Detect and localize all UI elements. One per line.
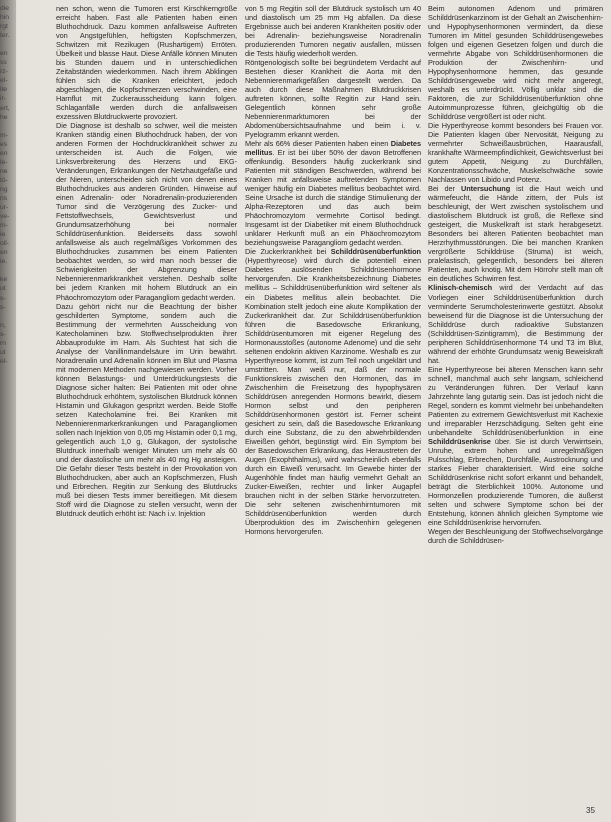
- margin-fragment: [0, 493, 22, 502]
- margin-fragment: [0, 312, 22, 321]
- margin-fragment: [0, 556, 22, 565]
- margin-fragment: [0, 646, 22, 655]
- paragraph: Mehr als 66% dieser Patienten haben einen Diabetes mellitus. Er ist bei über 50% der davon Betroffenen offenkundig. Besonders häufig zuckerkrank sind Patienten mit ständigen Beschwerden, während bei Kranken mit anfallsweise auftretenden Symptomen weniger häufig ein Diabetes mellitus beobachtet wird. Seine Ursache ist durch die ständige Stimulierung der Alpha-Rezeptoren und das auch beim Phäochromozytom vermehrte Cortisol bedingt. Insgesamt ist der Diabetiker mit einem Bluthochdruck unklarer Herkunft muß an ein Phäochromozytom beziehungsweise Paragangliom gedacht werden.: [245, 139, 421, 248]
- paragraph: Wegen der Beschleunigung der Stoffwechselvorgänge durch die Schilddrüsen-: [428, 526, 603, 545]
- paragraph: Klinisch-chemisch wird der Verdacht auf das Vorliegen einer Schilddrüsenüberfunktion durch verminderte Serumcholesterinwerte gestützt. Absolut beweisend für die Diagnose ist die Untersuchung der Schilddrüse durch radioaktive Substanzen (Schilddrüsen-Szintigramm), die Bestimmung der peripheren Schilddrüsenhormone T4 und T3 im Blut, während der erhöhte Grundumsatz wenig Beweiskraft hat.: [428, 283, 603, 365]
- margin-fragment: he: [0, 113, 8, 121]
- margin-fragment: rz-: [0, 68, 8, 76]
- margin-fragment: n,: [0, 321, 6, 329]
- margin-fragment: s-: [0, 330, 6, 338]
- bold-term: Schilddrüsenüberfunktion: [330, 247, 421, 257]
- bold-term: Diabetes mellitus: [245, 139, 421, 158]
- margin-fragment: [0, 122, 22, 131]
- margin-fragment: [0, 637, 22, 646]
- paragraph: Die Zuckerkrankheit bei Schilddrüsenüberfunktion (Hyperthyreose) wird durch die potentiell einen Diabetes auslösenden Schilddrüsenhormone hervorgerufen. Die Krankheitsbezeichnung Diabetes mellitus – Schilddrüsenüberfunktion wird seltener als ein Diabetes mellitus allein beobachtet. Die Kombination stellt jedoch eine akute Komplikation der Zuckerkrankheit dar. Zur Schilddrüsenüberfunktion führen die Basedowsche Erkrankung, Schilddrüsentumoren mit eigener Regelung des Hormonausstoßes (autonome Adenome) und die sehr seltenen endokrin aktiven Karzinome. Weshalb es zur Hyperthyreose kommt, ist zum Teil noch ungeklärt und umstritten. Man weiß nur, daß der normale Funktionskreis zwischen den Hormonen, das im Zwischenhirn die Freisetzung des hypophysären Schilddrüsen anregenden Hormons bewirkt, diesem Hormon selbst und den peripheren Schilddrüsenhormonen gestört ist. Ferner scheint gesichert zu sein, daß die Basedowsche Erkrankung durch eine Substanz, die zu den abwehrbildenden Eiweißen gehört, begünstigt wird. Ein Symptom bei der Basedowschen Erkrankung, das Heraustreten der Augen (Exophthalmus), wird wahrscheinlich ebenfalls durch ein Eiweiß verursacht. Im Gewebe hinter der Augenhöhle findet man häufig vermehrt Gehalt an Zucker-Eiweißen, rechter und linker Augapfel brauchen nicht in der selben Stärke hervorzutreten. Die sehr seltenen zwischenhirntumoren mit Schilddrüsenüberfunktion werden durch Überproduktion des im Zwischenhirn gelegenen Hormons hervorgerufen.: [245, 247, 421, 536]
- margin-fragment: [0, 565, 22, 574]
- margin-fragment: el-: [0, 77, 8, 85]
- margin-fragment: s-: [0, 303, 6, 311]
- margin-fragment: m-: [0, 222, 8, 230]
- margin-fragment: rgt: [0, 23, 8, 31]
- margin-fragment: en: [0, 149, 8, 157]
- bold-term: Untersuchung: [460, 184, 511, 194]
- margin-fragment: ie.: [0, 258, 8, 266]
- margin-fragment: ur-: [0, 204, 9, 212]
- margin-fragment: [0, 592, 22, 601]
- margin-fragment: [0, 538, 22, 547]
- margin-fragment: [0, 411, 22, 420]
- paragraph: Eine Hyperthyreose bei älteren Menschen kann sehr schnell, manchmal auch sehr langsam, schleichend zu Veränderungen führen. Der Verlauf kann Jahrzehnte lang gutartig sein. Das ist jedoch nicht die Regel, sondern es kommt vielmehr bei unbehandelten Patienten zu extremem Gewichtsverlust mit Kachexie und irreparabler Herzschädigung. Selten geht eine unbehandelte Schilddrüsenüberfunktion in eine Schilddrüsenkrise über. Sie ist durch Verwirrtsein, Unruhe, extrem hohen und unregelmäßigen Pulsschlag, Erbrechen, Durchfälle, Austrocknung und starkes Fieber charakterisiert. Wird eine solche Schilddrüsenkrise nicht sofort erkannt und behandelt, beträgt die Sterblichkeit 100%. Autonome und Hormonzellen produzierende Tumoren, die äußerst selten und schwere Symptome schon bei der Entstehung, können ähnlich gleichen Symptome wie eine Schilddrüsenkrise hervorrufen.: [428, 364, 603, 527]
- text-column-1: [56, 4, 237, 810]
- margin-fragment: en: [0, 50, 8, 58]
- margin-fragment: ert,: [0, 104, 10, 112]
- margin-fragment: [0, 601, 22, 610]
- margin-fragment: [0, 456, 22, 465]
- margin-fragment: [0, 40, 22, 49]
- margin-fragment: tö-: [0, 176, 8, 184]
- margin-fragment: [0, 447, 22, 456]
- margin-fragment: [0, 402, 22, 411]
- margin-fragment: [0, 393, 22, 402]
- margin-fragment: [0, 429, 22, 438]
- margin-fragment: [0, 655, 22, 664]
- margin-fragment: ut: [0, 348, 6, 356]
- margin-fragment: en: [0, 249, 8, 257]
- margin-fragment: [0, 366, 22, 375]
- margin-fragment: le-: [0, 158, 8, 166]
- margin-fragment: [0, 610, 22, 619]
- margin-fragment: ve-: [0, 213, 10, 221]
- paragraph: Die Hyperthyreose kommt besonders bei Frauen vor. Die Patienten klagen über Nervosität, Neigung zu vermehrter Schweißausbrüchen, Haarausfall, krankhafte Wärmeempfindlichkeit, Gewichtsverlust bei gutem Appetit, Neigung zu Durchfällen, Konzentrationsschwäche, Muskelschwäche sowie Nachlassen von Libido und Potenz.: [428, 121, 603, 185]
- margin-fragment: [0, 664, 22, 673]
- margin-fragment: [0, 465, 22, 474]
- margin-fragment: [0, 547, 22, 556]
- margin-fragment: oll-: [0, 240, 9, 248]
- paragraph: von 5 mg Regitin soll der Blutdruck systolisch um 40 und diastolisch um 25 mm Hg abfallen. Da diese Ergebnisse auch bei anderen Krankheiten positiv oder bei Adrenalin- beziehungsweise Noradrenalin produzierenden Tumoren negativ ausfallen, müssen die Tests häufig wiederholt werden.: [245, 4, 421, 59]
- margin-fragment: [0, 529, 22, 538]
- text-column-2: [245, 4, 421, 810]
- margin-fragment: ng: [0, 185, 8, 193]
- margin-fragment: ns: [0, 194, 8, 202]
- margin-fragment: [0, 420, 22, 429]
- margin-fragment: ie: [0, 231, 6, 239]
- margin-fragment: m-: [0, 131, 8, 139]
- left-margin-fragments: [0, 4, 22, 810]
- margin-fragment: el-: [0, 357, 8, 365]
- paragraph: Röntgenologisch sollte bei begründetem Verdacht auf Bestehen dieser Krankheit die Aorta mit den Nebennierenmarkgefäßen dargestellt werden. Da auch durch diese Maßnahmen Blutdruckkrisen auftreten können, sollte Regitin zur Hand sein. Gelegentlich können sehr große Nebennierenmarktumoren bei der Abdomenübersichtsaufnahme und beim i. v. Pyelogramm erkannt werden.: [245, 58, 421, 140]
- margin-fragment: rn: [0, 339, 6, 347]
- margin-fragment: [0, 474, 22, 483]
- margin-fragment: [0, 683, 22, 692]
- margin-fragment: es: [0, 140, 8, 148]
- margin-fragment: ne: [0, 167, 8, 175]
- paragraph: Beim autonomen Adenom und primären Schilddrüsenkarzinom ist der Gehalt an Zwischenhirn- und Hypophysenhormonen vermindert, da diese Tumoren im Mittel gesunden Schilddrüsengewebes folgen und eigenen Gesetzen folgen und durch die vermehrte Abgabe von Schilddrüsenhormonen die Produktion der Zwischenhirn- und Hypophysenhormone hemmen, das gesunde Schilddrüsengewebe wird nicht mehr angeregt, weshalb es unterdrückt. Völlig unklar sind die Faktoren, die zur Schilddrüsenüberfunktion ohne Autoimmunprozesse führen, gleichgültig ob die Schilddrüse vergrößert ist oder nicht.: [428, 4, 603, 122]
- margin-fragment: [0, 583, 22, 592]
- paragraph: Bei der Untersuchung ist die Haut weich und wärmefeucht, die Hände zittern, der Puls ist beschleunigt, der Wert zwischen systolischem und diastolischem Blutdruck ist groß, die Reflexe sind gesteigert, die Muskelkraft ist stark herabgesetzt. Besonders bei älteren Patienten beobachtet man Herzrhythmusstörungen. Die bei manchen Kranken vergrößerte Schilddrüse (Struma) ist weich, pralelastisch, gelegentlich, besonders bei älteren Patienten, auch knotig. Mit dem Hörrohr stellt man oft ein deutliches Schwirren fest.: [428, 184, 603, 284]
- page-number: 35: [586, 806, 595, 815]
- paragraph: nen schon, wenn die Tumoren erst Kirschkerngröße erreicht haben. Fast alle Patienten haben einen Bluthochdruck. Dazu kommen anfallsweise Auftreten von Angstgefühlen, heftigsten Kopfschmerzen, Schwitzen mit Rezikugen (Rushartigem) Erröten. Übelkeit und blasse Haut. Diese Anfälle können Minuten bis Stunden dauern und in unterschiedlichen Zeitabständen wiederkommen. Nach ihrem Abklingen fühlen sich die Kranken erleichtert, jedoch abgeschlagen, die Kopfschmerzen verschwinden, eine Harnflut mit Zuckerausscheidung kann folgen. Schlaganfälle werden durch die anfallsweisen exzessiven Blutdruckwerte provoziert.: [56, 4, 237, 122]
- margin-fragment: ke: [0, 276, 8, 284]
- margin-fragment: [0, 673, 22, 682]
- margin-fragment: [0, 384, 22, 393]
- margin-fragment: hin: [0, 14, 9, 22]
- margin-fragment: [0, 701, 22, 710]
- margin-fragment: [0, 266, 22, 275]
- margin-fragment: [0, 438, 22, 447]
- margin-fragment: [0, 502, 22, 511]
- margin-fragment: [0, 483, 22, 492]
- margin-fragment: die: [0, 5, 9, 12]
- margin-fragment: ter.: [0, 32, 10, 40]
- margin-fragment: [0, 574, 22, 583]
- margin-fragment: s-: [0, 294, 6, 302]
- margin-fragment: [0, 619, 22, 628]
- margin-fragment: ite: [0, 86, 8, 94]
- paragraph: Dazu gehört nicht nur die Beachtung der bisher geschilderten Symptome, sondern auch die Bestimmung der vermehrten Ausscheidung von Katecholaminen bzw. Stoffwechselprodukten ihrer Abbauprodukte im Harn. Als Suchtest hat sich die Analyse der Vanillinmandelsäure im Urin bewährt. Noradrenalin und Adrenalin können im Blut und Plasma mit modernen Methoden nachgewiesen werden. Vorher können Belastungs- und Unterdrückungstests die Diagnose sicher halten: Bei Patienten mit oder ohne Bluthochdruck erhöhtem, systolischen Blutdruck können Histamin und Glukagon gespritzt werden. Beide Stoffe setzen Katecholamine frei. Bei Kranken mit Nebennierenmarkerkrankungen und Paragangliomen sollen nach Injektion von 0,05 mg Histamin oder 0,1 mg, gelegentlich auch 1,0 g, Glukagon, der systolische Blutdruck innerhalb weniger Minuten um mehr als 60 und der diastolische um mehr als 40 mg Hg ansteigen. Die Gefahr dieser Tests besteht in der Provokation von Bluthochdrucken, aber auch an Kopfschmerzen, Flush und Erbrechen. Regitin zur Senkung des Blutdrucks muß bei diesen Tests immer bereitliegen. Mit diesem Stoff wird die Diagnose zu stellen versucht, wenn der Blutdruck deutlich erhöht ist: Nach i.v. Injektion: [56, 301, 237, 518]
- margin-fragment: [0, 710, 22, 719]
- bold-term: Schilddrüsenkrise: [428, 436, 491, 446]
- margin-fragment: [0, 520, 22, 529]
- margin-fragment: ss: [0, 59, 7, 67]
- margin-fragment: ut: [0, 285, 6, 293]
- text-column-3: [428, 4, 603, 810]
- bold-term: Klinisch-chemisch: [428, 283, 493, 293]
- margin-fragment: ir-: [0, 95, 6, 103]
- margin-fragment: [0, 375, 22, 384]
- margin-fragment: [0, 692, 22, 701]
- margin-fragment: [0, 628, 22, 637]
- margin-fragment: [0, 511, 22, 520]
- paragraph: Die Diagnose ist deshalb so schwer, weil die meisten Kranken ständig einen Bluthochdruck haben, der von anderen Formen der Hochdruckkrankheit schwer zu unterscheiden ist. Auch die Folgen, wie Linksverbreiterung des Herzens und EKG-Veränderungen, Erkrankungen der Netzhautgefäße und der Nieren, unterscheiden sich nicht von denen eines Bluthochdruckes aus anderen Gründen. Hinweise auf einen Adrenalin- oder Noradrenalin-produzierenden Tumor sind die Verzögerung des Zucker- und Fettstoffwechsels, Gewichtsverlust und Grundumsatzerhöhung bei normaler Schilddrüsenfunktion. Beiderseits dass sowohl anfallsweise als auch regelmäßiges Vorkommen des Bluthochdruckes zusammen bei einem Patienten beobachtet werden, so wird man noch besser die Schwierigkeiten der Abgrenzung dieser Nebennierenmarkkrankheit verstehen. Deshalb sollte bei jedem Kranken mit hohem Blutdruck an ein Phäochromozytom oder Paragangliom gedacht werden.: [56, 121, 237, 302]
